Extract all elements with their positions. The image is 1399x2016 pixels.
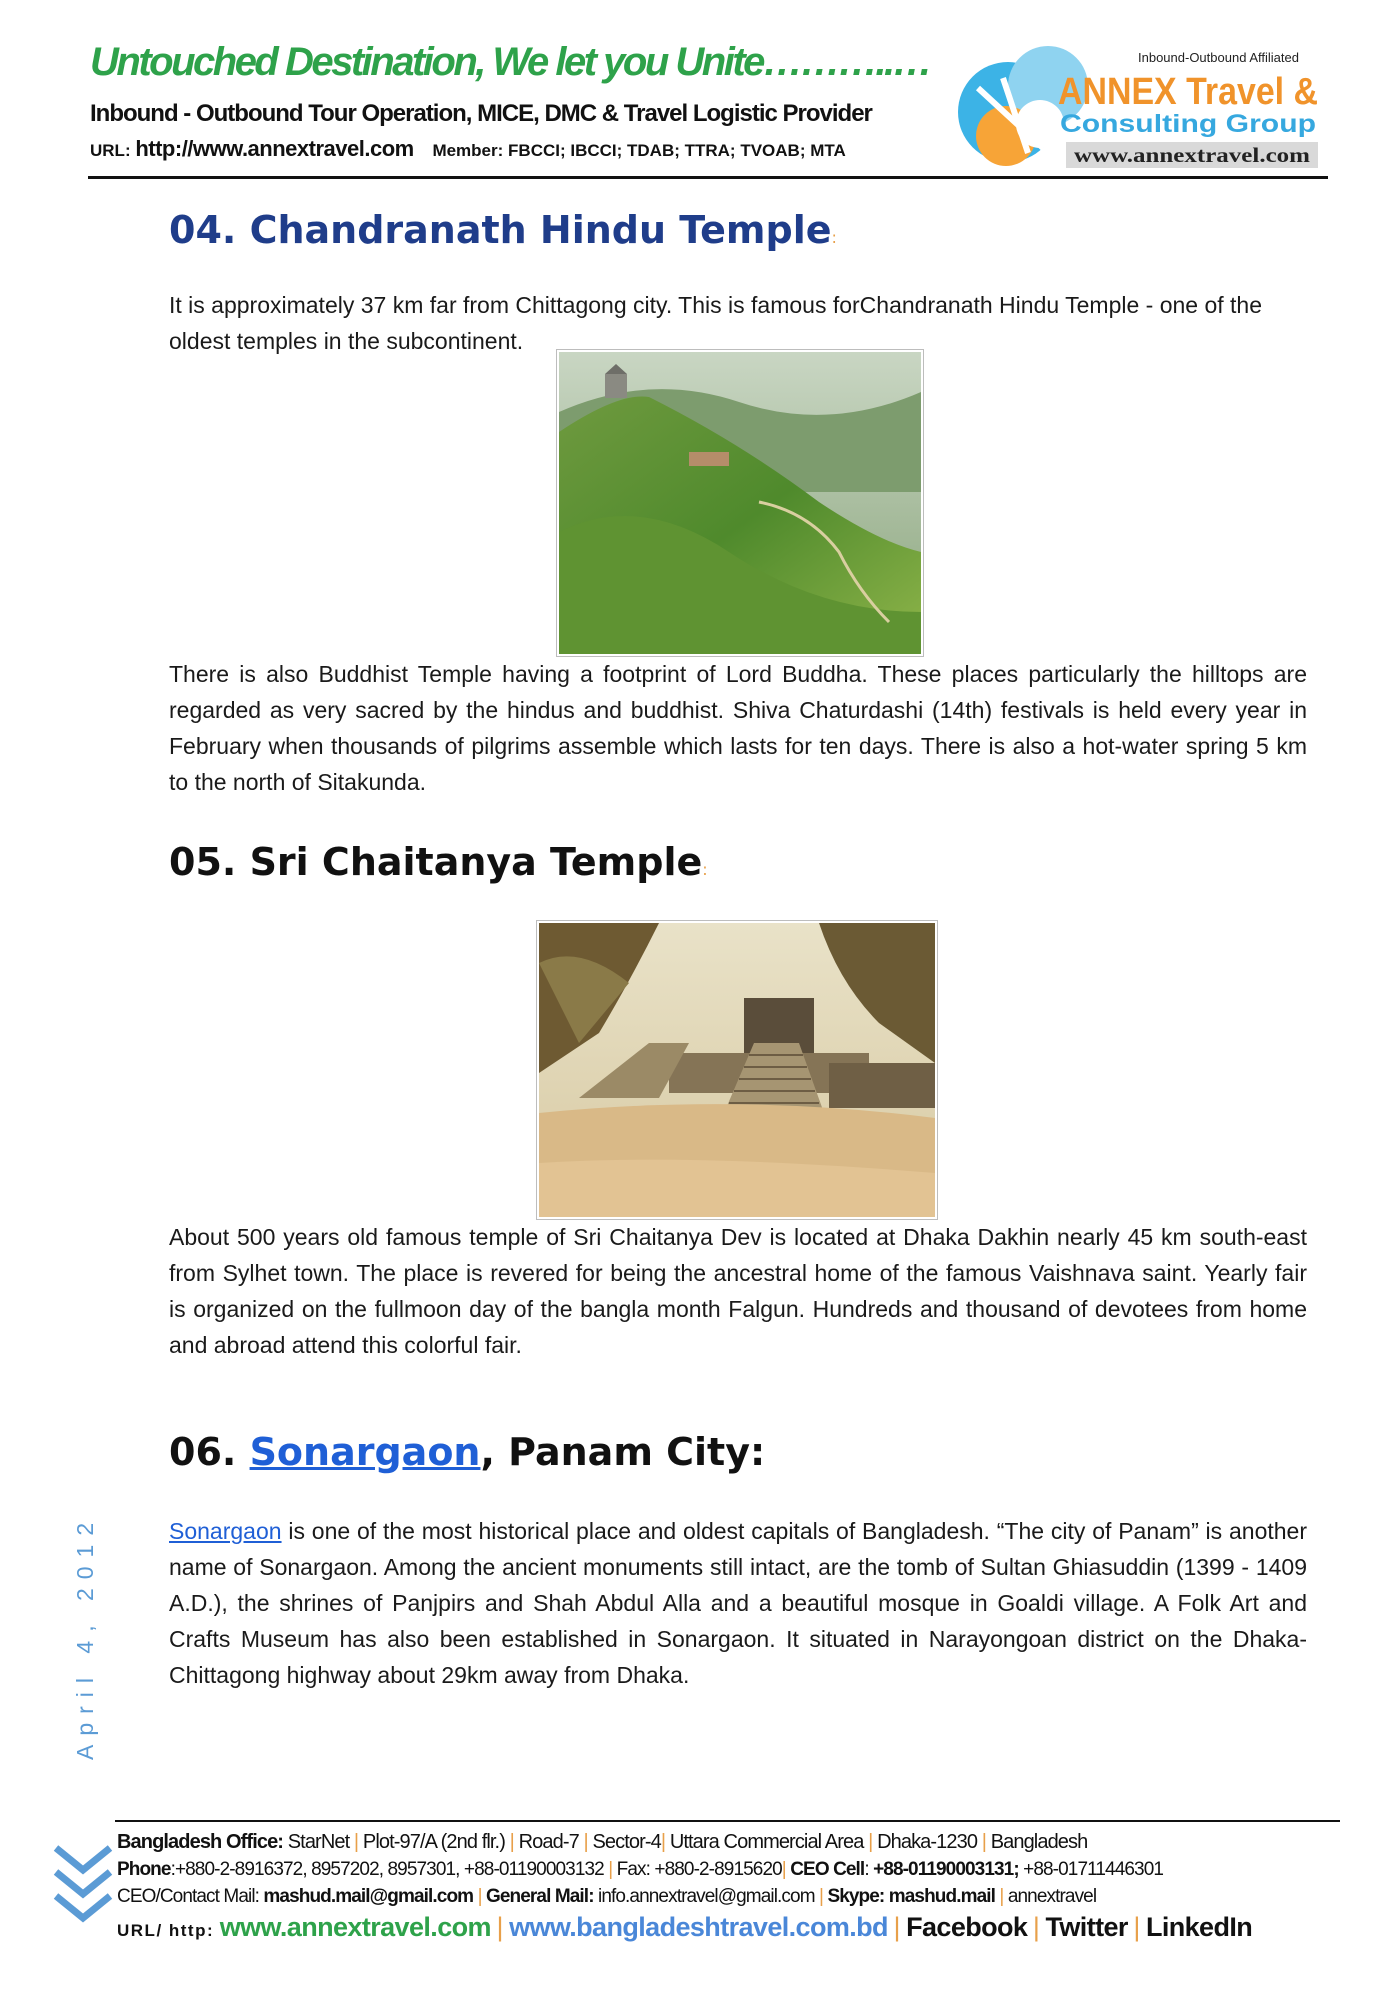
tagline: Untouched Destination, We let you Unite………..… [90,40,931,84]
general-mail-label: General Mail: [486,1886,594,1907]
office-part: Road-7 [518,1831,579,1853]
office-part: StarNet [287,1831,350,1853]
office-part: Sector-4 [592,1831,661,1853]
logo-title: ANNEX Travel & [1058,71,1318,113]
skype-id: mashud.mail [888,1886,996,1907]
ceo-cell-2: +88-01711446301 [1023,1859,1164,1880]
section-04-heading [169,208,837,252]
side-date: April 4, 2012 [72,1513,98,1760]
fax-number: Fax: +880-2-8915620 [616,1859,782,1880]
sonargaon-heading-link[interactable]: Sonargaon [249,1430,481,1474]
url-label: URL: [90,141,131,160]
logo-subtitle: Consulting Group [1060,110,1316,138]
section-05-number: 05. [169,840,237,884]
office-part: Plot-97/A (2nd flr.) [362,1831,505,1853]
section-04-intro: It is approximately 37 km far from Chittagong city. This is famous forChandranath Hindu Temple - one of the oldest temples in the subcontinent. [169,292,1263,354]
section-06-number: 06. [169,1430,237,1474]
section-05-colon: : [702,860,708,879]
skype-label: Skype: [827,1886,885,1907]
ceo-cell: +88-01190003131; [873,1859,1019,1880]
header-divider [88,176,1328,179]
footer-mail-line: CEO/Contact Mail: mashud.mail@gmail.com | General Mail: info.annextravel@gmail.com | Skype: mashud.mail | annextravel [117,1886,1097,1907]
office-part: Dhaka-1230 [877,1831,978,1853]
twitter-link[interactable]: Twitter [1045,1912,1128,1942]
section-06-body [169,1513,1307,1693]
affiliated-label: Inbound-Outbound Affiliated [1138,50,1299,65]
phone-label: Phone [117,1859,171,1880]
sonargaon-body-link[interactable]: Sonargaon [169,1518,282,1544]
skype-id-2: annextravel [1007,1886,1097,1907]
footer-office-line: Bangladesh Office: StarNet | Plot-97/A (2nd flr.) | Road-7 | Sector-4| Uttara Commercial Area | Dhaka-1230 | Bangladesh [117,1831,1088,1853]
section-04-number: 04. [169,208,237,252]
chandranath-hill-photo [556,349,924,657]
section-05-body: About 500 years old famous temple of Sri Chaitanya Dev is located at Dhaka Dakhin nearly 45 km south-east from Sylhet town. The place is revered for being the ancestral home of the famous Vaishnava saint. Yearly fair is organized on the fullmoon day of the bangla month Falgun. Hundreds and thousand of devotees from home and abroad attend this colorful fair. [169,1224,1307,1358]
footer-url-line: URL/ http: www.annextravel.com | www.bangladeshtravel.com.bd | Facebook | Twitter | LinkedIn [117,1912,1253,1942]
general-mail-link[interactable]: info.annextravel@gmail.com [598,1886,815,1907]
contact-mail-link[interactable]: mashud.mail@gmail.com [263,1886,474,1907]
header-url-link[interactable]: http://www.annextravel.com [135,136,414,161]
section-05-heading [169,840,708,884]
chevron-down-icon [52,1842,114,1927]
member-label: Member: [432,141,504,160]
annex-logo [948,38,1328,173]
member-list: FBCCI; IBCCI; TDAB; TTRA; TVOAB; MTA [508,141,846,160]
section-05-title: Sri Chaitanya Temple [249,840,703,884]
section-06-title-rest: , Panam City: [480,1430,766,1474]
ceo-cell-label: CEO Cell [790,1859,865,1880]
logo-url: www.annextravel.com [1074,143,1311,167]
section-04-colon: : [831,228,837,247]
footer-divider [115,1820,1340,1822]
section-06-heading [169,1430,765,1474]
section-04-title: Chandranath Hindu Temple [249,208,832,252]
phone-numbers: :+880-2-8916372, 8957202, 8957301, +88-01190003132 [170,1859,604,1880]
office-part: Bangladesh [990,1831,1088,1853]
section-04-body: There is also Buddhist Temple having a footprint of Lord Buddha. These places particularly the hilltops are regarded as very sacred by the hindus and buddhist. Shiva Chaturdashi (14th) festivals is held every year in February when thousands of pilgrims assemble which lasts for ten days. There is also a hot-water spring 5 km to the north of Sitakunda. [169,661,1307,795]
facebook-link[interactable]: Facebook [906,1912,1028,1942]
office-label: Bangladesh Office: [117,1831,284,1853]
site-link-bangladeshtravel[interactable]: www.bangladeshtravel.com.bd [509,1912,888,1942]
url-member-line [90,136,846,162]
section-06-body-text: is one of the most historical place and oldest capitals of Bangladesh. “The city of Panam” is another name of Sonargaon. Among the ancient monuments still intact, are the tomb of Sultan Ghiasuddin (1399 - 1409 A.D.), the shrines of Panjpirs and Shah Abdul Alla and a beautiful mosque in Goaldi village. A Folk Art and Crafts Museum has also been established in Sonargaon. It situated in Narayongoan district on the Dhaka-Chittagong highway about 29km away from Dhaka. [169,1518,1307,1688]
site-link-annextravel[interactable]: www.annextravel.com [219,1912,491,1942]
footer-url-label: URL/ http: [117,1921,215,1940]
services-line: Inbound - Outbound Tour Operation, MICE, DMC & Travel Logistic Provider [90,100,872,127]
footer-phone-line: Phone:+880-2-8916372, 8957202, 8957301, +88-01190003132 | Fax: +880-2-8915620| CEO Cell: +88-01190003131; +88-01711446301 [117,1859,1164,1880]
contact-mail-label: CEO/Contact Mail: [117,1886,260,1907]
chaitanya-temple-photo [536,920,938,1220]
linkedin-link[interactable]: LinkedIn [1145,1912,1253,1942]
office-part: Uttara Commercial Area [669,1831,864,1853]
